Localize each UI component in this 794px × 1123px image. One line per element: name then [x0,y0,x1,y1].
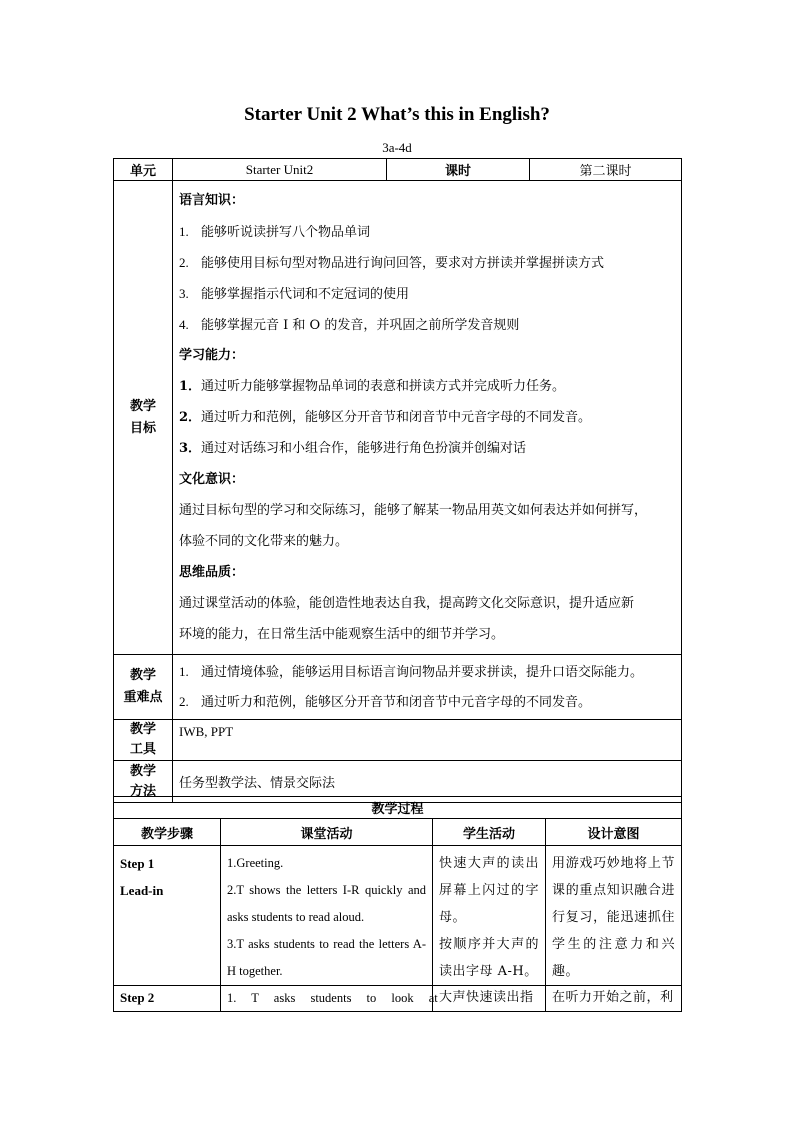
culture-text: 体验不同的文化带来的魅力。 [179,534,349,549]
objectives-row [114,181,682,655]
tools-value: IWB, PPT [173,720,682,761]
language-item: 1. 能够听说读拼写八个物品单词 [179,224,371,240]
period-value: 第二课时 [530,159,682,181]
key-points-content [173,655,682,720]
ability-item: 3．通过对话练习和小组合作，能够进行角色扮演并创编对话 [179,441,527,456]
thinking-text: 通过课堂活动的体验，能创造性地表达自我，提高跨文化交际意识，提升适应新 [179,596,635,611]
language-item: 3. 能够掌握指示代词和不定冠词的使用 [179,286,410,302]
page-title: Starter Unit 2 What’s this in English? [244,104,550,125]
process-heading-row [114,797,682,819]
tools-row [114,720,682,761]
key-points-row [114,655,682,720]
column-header-activity: 课堂活动 [221,819,433,846]
ability-item: 2．通过听力和范例，能够区分开音节和闭音节中元音字母的不同发音。 [179,410,592,425]
language-item: 2. 能够使用目标句型对物品进行询问回答，要求对方拼读并掌握拼读方式 [179,255,605,271]
objectives-label: 教学 目标 [114,181,173,655]
key-points-label: 教学 重难点 [114,655,173,720]
thinking-text: 环境的能力，在日常生活中能观察生活中的细节并学习。 [179,627,505,642]
column-header-student: 学生活动 [433,819,546,846]
teaching-process-table [113,796,682,1012]
process-heading: 教学过程 [114,797,682,819]
culture-text: 通过目标句型的学习和交际练习，能够了解某一物品用英文如何表达并如何拼写， [179,503,648,518]
table-row [114,986,682,1012]
objectives-content [173,181,682,655]
lesson-info-table [113,158,682,803]
ability-item: 1．通过听力能够掌握物品单词的表意和拼读方式并完成听力任务。 [179,379,566,394]
step-design-intent: 用游戏巧妙地将上节课的重点知识融合进行复习，能迅速抓住学生的注意力和兴趣。 [546,846,682,986]
unit-label: 单元 [114,159,173,181]
culture-heading: 文化意识： [179,472,245,487]
key-point-item: 2. 通过听力和范例，能够区分开音节和闭音节中元音字母的不同发音。 [179,694,592,710]
step-student-activity: 快速大声的读出屏幕上闪过的字母。 按顺序并大声的读出字母 A-H。 [433,846,546,986]
thinking-heading: 思维品质： [179,565,245,580]
table-row [114,846,682,986]
unit-value: Starter Unit2 [173,159,387,181]
language-heading: 语言知识： [179,193,245,208]
column-header-step: 教学步骤 [114,819,221,846]
process-columns-row [114,819,682,846]
step-name: Step 1 Lead-in [114,846,221,986]
methods-value: 任务型教学法、情景交际法 [173,761,682,803]
step-activities: 1. T asks students to look at [221,986,433,1012]
step-student-activity: 大声快速读出指 [433,986,546,1012]
language-item: 4. 能够掌握元音 I 和 O 的发音，并巩固之前所学发音规则 [179,317,520,333]
ability-heading: 学习能力： [179,348,245,363]
key-point-item: 1. 通过情境体验，能够运用目标语言询问物品并要求拼读，提升口语交际能力。 [179,664,644,680]
step-design-intent: 在听力开始之前，利 [546,986,682,1012]
tools-label: 教学 工具 [114,720,173,761]
step-activities: 1.Greeting. 2.T shows the letters I-R quickly and asks students to read aloud. 3.T asks students to read the letters A-H together. [221,846,433,986]
page-subtitle: 3a-4d [382,140,412,155]
step-name: Step 2 [114,986,221,1012]
column-header-intent: 设计意图 [546,819,682,846]
period-label: 课时 [387,159,530,181]
header-row [114,159,682,181]
methods-label: 教学 方法 [114,761,173,803]
